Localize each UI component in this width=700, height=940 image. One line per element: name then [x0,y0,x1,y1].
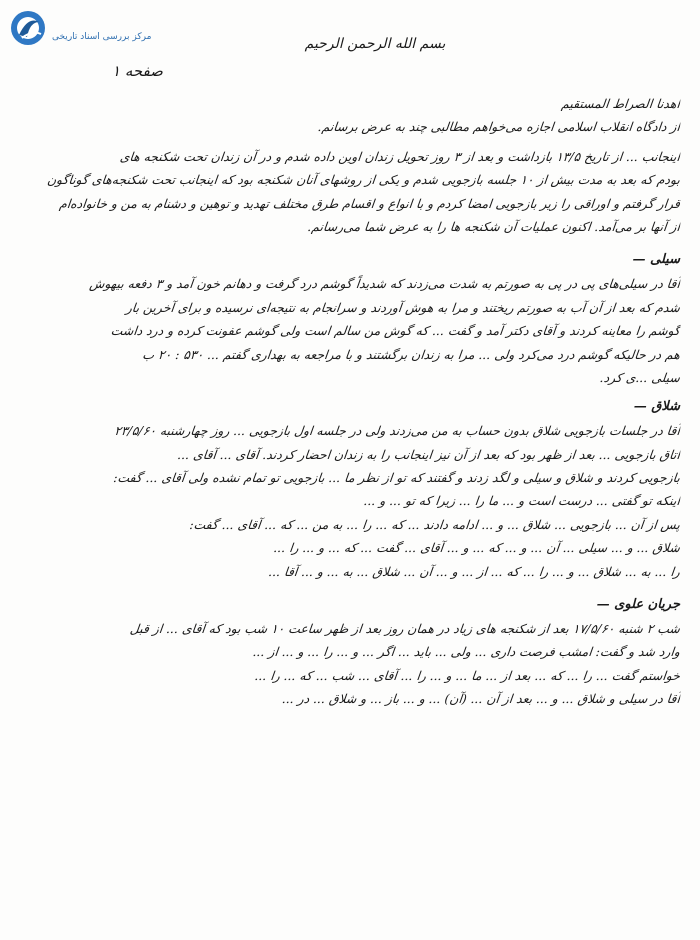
section-line: بازجویی کردند و شلاق و سیلی و لگد زدند و گفتند که تو از نظر ما ... بازجویی تو تمام نشده ولی آقای ... گفت: [112,470,681,486]
section-line: آقا در سیلی‌های پی در پی به صورتم به شدت می‌زدند که شدیداً گوشم درد گرفت و دهانم خون آمد و ۳ دفعه بیهوش [88,276,681,292]
section-line: پس از آن ... بازجویی ... شلاق ... و ... ادامه دادند ... که ... را ... به من ... که ... آقای ... گفت: [188,516,681,532]
section-line: سیلی ...ی کرد. [599,369,681,385]
section-line: را ... به ... شلاق ... و ... را ... که ... از ... و ... آن ... شلاق ... به ... و ... آقا ... [267,563,681,579]
archive-logo-icon [8,8,48,48]
page-number: صفحه ۱ [112,62,163,80]
section-line: اتاق بازجویی ... بعد از ظهر بود که بعد از آن نیز اینجانب را به زندان احضار کردند. آقای ... آقای ... [176,446,681,462]
opening-line: اهدنا الصراط المستقیم [560,96,681,111]
section-line: شدم که بعد از آن آب به صورتم ریختند و مرا به هوش آوردند و سرانجام به نتیجه‌ای نرسیده و برای آخرین بار [125,299,681,315]
section-line: شب ۲ شنبه ۱۷/۵/۶۰ بعد از شکنجه های زیاد در همان روز بعد از ظهر ساعت ۱۰ شب بود که آقای ... از قبل [129,621,681,637]
section-line: گوشم را معاینه کردند و آقای دکتر آمد و گفت ... که گوش من سالم است ولی گوشم عفونت کرده و درد داشت [110,323,681,339]
section-line: اینکه تو گفتی ... درست است و ... ما را ... زیرا که تو ... و ... [362,493,681,509]
section-line: وارد شد و گفت: امشب فرصت داری ... ولی ... باید ... اگر ... و ... را ... و ... از ... [252,644,681,660]
logo-caption: مرکز بررسی اسناد تاریخی [52,32,152,42]
intro-line: از آنها بر می‌آمد. اکنون عملیات آن شکنجه ها را به عرض شما می‌رسانم. [306,218,681,234]
section-line: هم در حالیکه گوشم درد می‌کرد ولی ... مرا به زندان برگشتند و با مراجعه به بهداری گفتم ... ۵۳۰ : ۲۰ ب [141,346,681,362]
intro-line: بودم که بعد به مدت بیش از ۱۰ جلسه بازجویی شدم و یکی از روشهای آنان شکنجه بود که اینجانب تحت شکنجه‌های گوناگون [46,172,681,188]
section-line: آقا در سیلی و شلاق ... و ... بعد از آن ... (آن) ... و ... باز ... و شلاق ... در ... [281,691,681,707]
section-title-alavi: جریان علوی — [596,597,680,613]
section-line: خواستم گفت ... را ... که ... بعد از ... ما ... و ... را ... آقای ... شب ... که ... را ... [253,667,681,683]
bismillah-heading: بسم الله الرحمن الرحیم [304,36,446,52]
section-title-slap: سیلی — [632,252,680,268]
intro-line: قرار گرفتم و اوراقی را زیر بازجویی امضا کردم و با انواع و اقسام طرق مختلف تهدید و توهین و دشنام به من و خانواده‌ام [58,195,681,211]
archive-logo [8,6,152,50]
section-line: آقا در جلسات بازجویی شلاق بدون حساب به من می‌زدند ولی در جلسه اول بازجویی ... روز چهارشنبه ۲۳/۵/۶۰ [113,423,681,439]
section-line: شلاق ... و ... سیلی ... آن ... و ... که ... و ... آقای ... گفت ... که ... و ... را ... [272,540,681,556]
letter-body [30,92,680,711]
section-title-whip: شلاق — [633,399,680,415]
opening-line: از دادگاه انقلاب اسلامی اجازه می‌خواهم مطالبی چند به عرض برسانم. [317,119,681,135]
intro-line: اینجانب ... از تاریخ ۱۳/۵ بازداشت و بعد از ۳ روز تحویل زندان اوین داده شدم و در آن زندان تحت شکنجه های [119,148,681,164]
